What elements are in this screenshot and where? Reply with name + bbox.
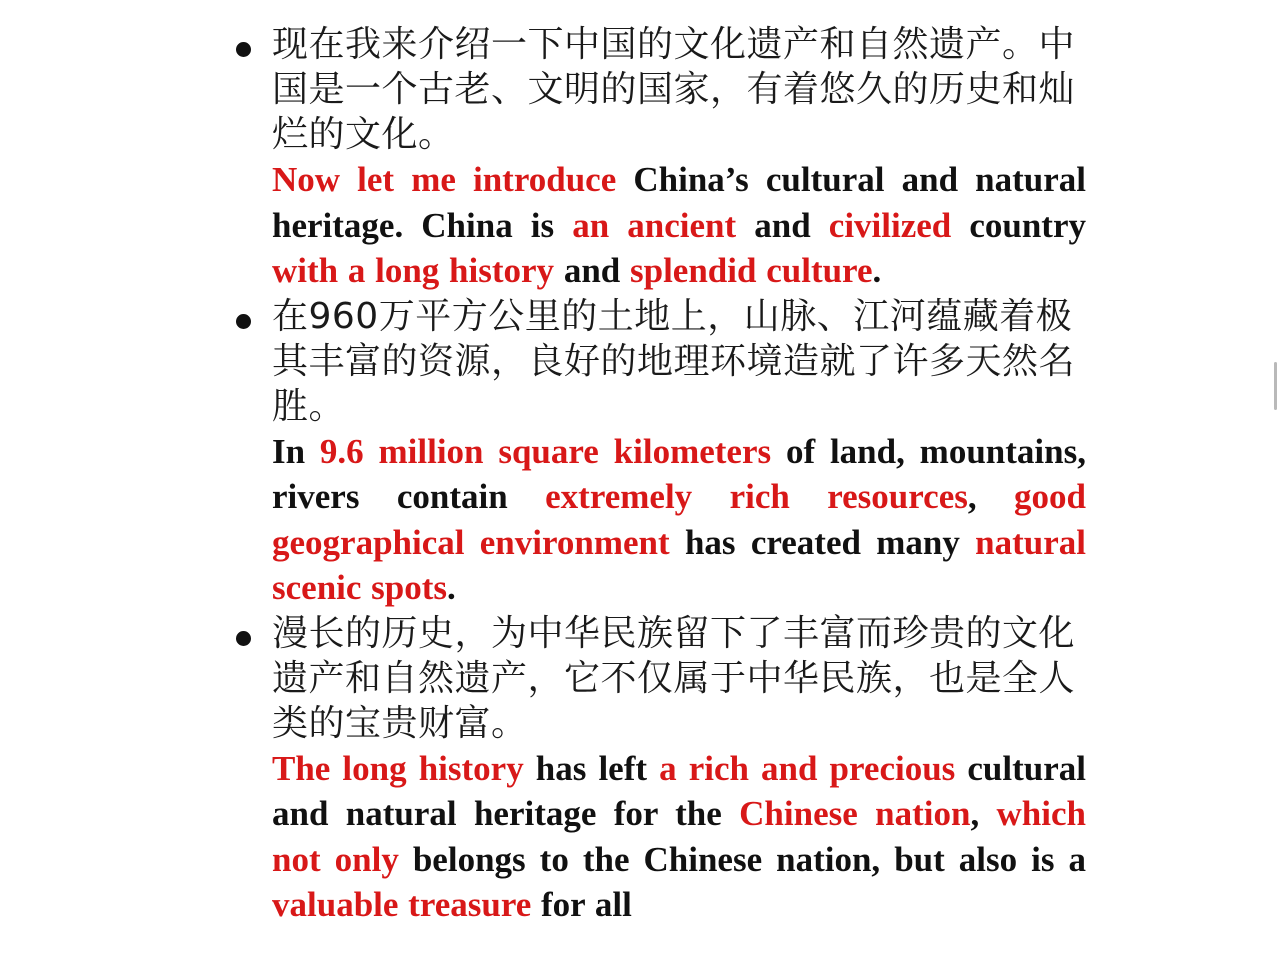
section-chinese-text: 现在我来介绍一下中国的文化遗产和自然遗产。中国是一个古老、文明的国家，有着悠久的历史和灿烂的文化。 bbox=[272, 24, 1076, 155]
bullet-icon bbox=[236, 314, 251, 329]
text-run: country bbox=[951, 205, 1086, 245]
text-run: for all bbox=[531, 885, 632, 924]
highlighted-phrase: valuable treasure bbox=[272, 885, 532, 924]
highlighted-phrase: which not only bbox=[272, 794, 1086, 879]
highlighted-phrase: extremely rich resources bbox=[545, 477, 968, 516]
text-run: , bbox=[967, 477, 1015, 516]
highlighted-phrase: a rich and precious bbox=[659, 748, 956, 788]
text-run: China’s cultural and natural heritage. China is bbox=[272, 160, 1086, 245]
text-run: has left bbox=[523, 748, 660, 788]
section-chinese-text: 漫长的历史，为中华民族留下了丰富而珍贵的文化遗产和自然遗产，它不仅属于中华民族，也是全人类的宝贵财富。 bbox=[272, 612, 1076, 744]
highlighted-phrase: with a long history bbox=[272, 251, 555, 290]
text-run: and bbox=[554, 251, 630, 290]
section-english-text bbox=[272, 157, 1086, 294]
bullet-icon bbox=[236, 42, 251, 57]
section-1 bbox=[232, 22, 1086, 294]
section-chinese-text: 在960万平方公里的土地上，山脉、江河蕴藏着极其丰富的资源，良好的地理环境造就了许多天然名胜。 bbox=[272, 295, 1076, 427]
bullet-icon bbox=[236, 631, 251, 646]
section-english-text bbox=[272, 746, 1086, 928]
text-run: and bbox=[736, 205, 829, 245]
document-content bbox=[232, 22, 1086, 928]
section-2 bbox=[232, 294, 1086, 611]
text-run: has created many bbox=[669, 522, 976, 562]
text-run: of land, mountains, rivers contain bbox=[272, 431, 1086, 516]
highlighted-phrase: civilized bbox=[828, 205, 952, 245]
highlighted-phrase: splendid culture bbox=[630, 251, 873, 290]
text-run: cultural and natural heritage for the bbox=[272, 748, 1086, 833]
text-run: . bbox=[447, 568, 456, 607]
highlighted-phrase: natural scenic spots bbox=[272, 522, 1086, 607]
section-3 bbox=[232, 611, 1086, 928]
text-run: , bbox=[970, 794, 997, 833]
scrollbar[interactable] bbox=[1270, 0, 1280, 960]
highlighted-phrase: Chinese nation bbox=[739, 794, 971, 833]
text-run: belongs to the Chinese nation, but also is a bbox=[398, 839, 1087, 879]
scrollbar-thumb[interactable] bbox=[1274, 362, 1277, 410]
text-run: . bbox=[872, 251, 882, 290]
highlighted-phrase: an ancient bbox=[572, 205, 737, 245]
highlighted-phrase: good geographical environment bbox=[272, 477, 1087, 562]
highlighted-phrase: The long history bbox=[272, 748, 524, 788]
text-run: In bbox=[272, 431, 320, 471]
highlighted-phrase: 9.6 million square kilometers bbox=[319, 431, 772, 471]
section-english-text bbox=[272, 429, 1086, 611]
highlighted-phrase: Now let me introduce bbox=[272, 160, 617, 199]
